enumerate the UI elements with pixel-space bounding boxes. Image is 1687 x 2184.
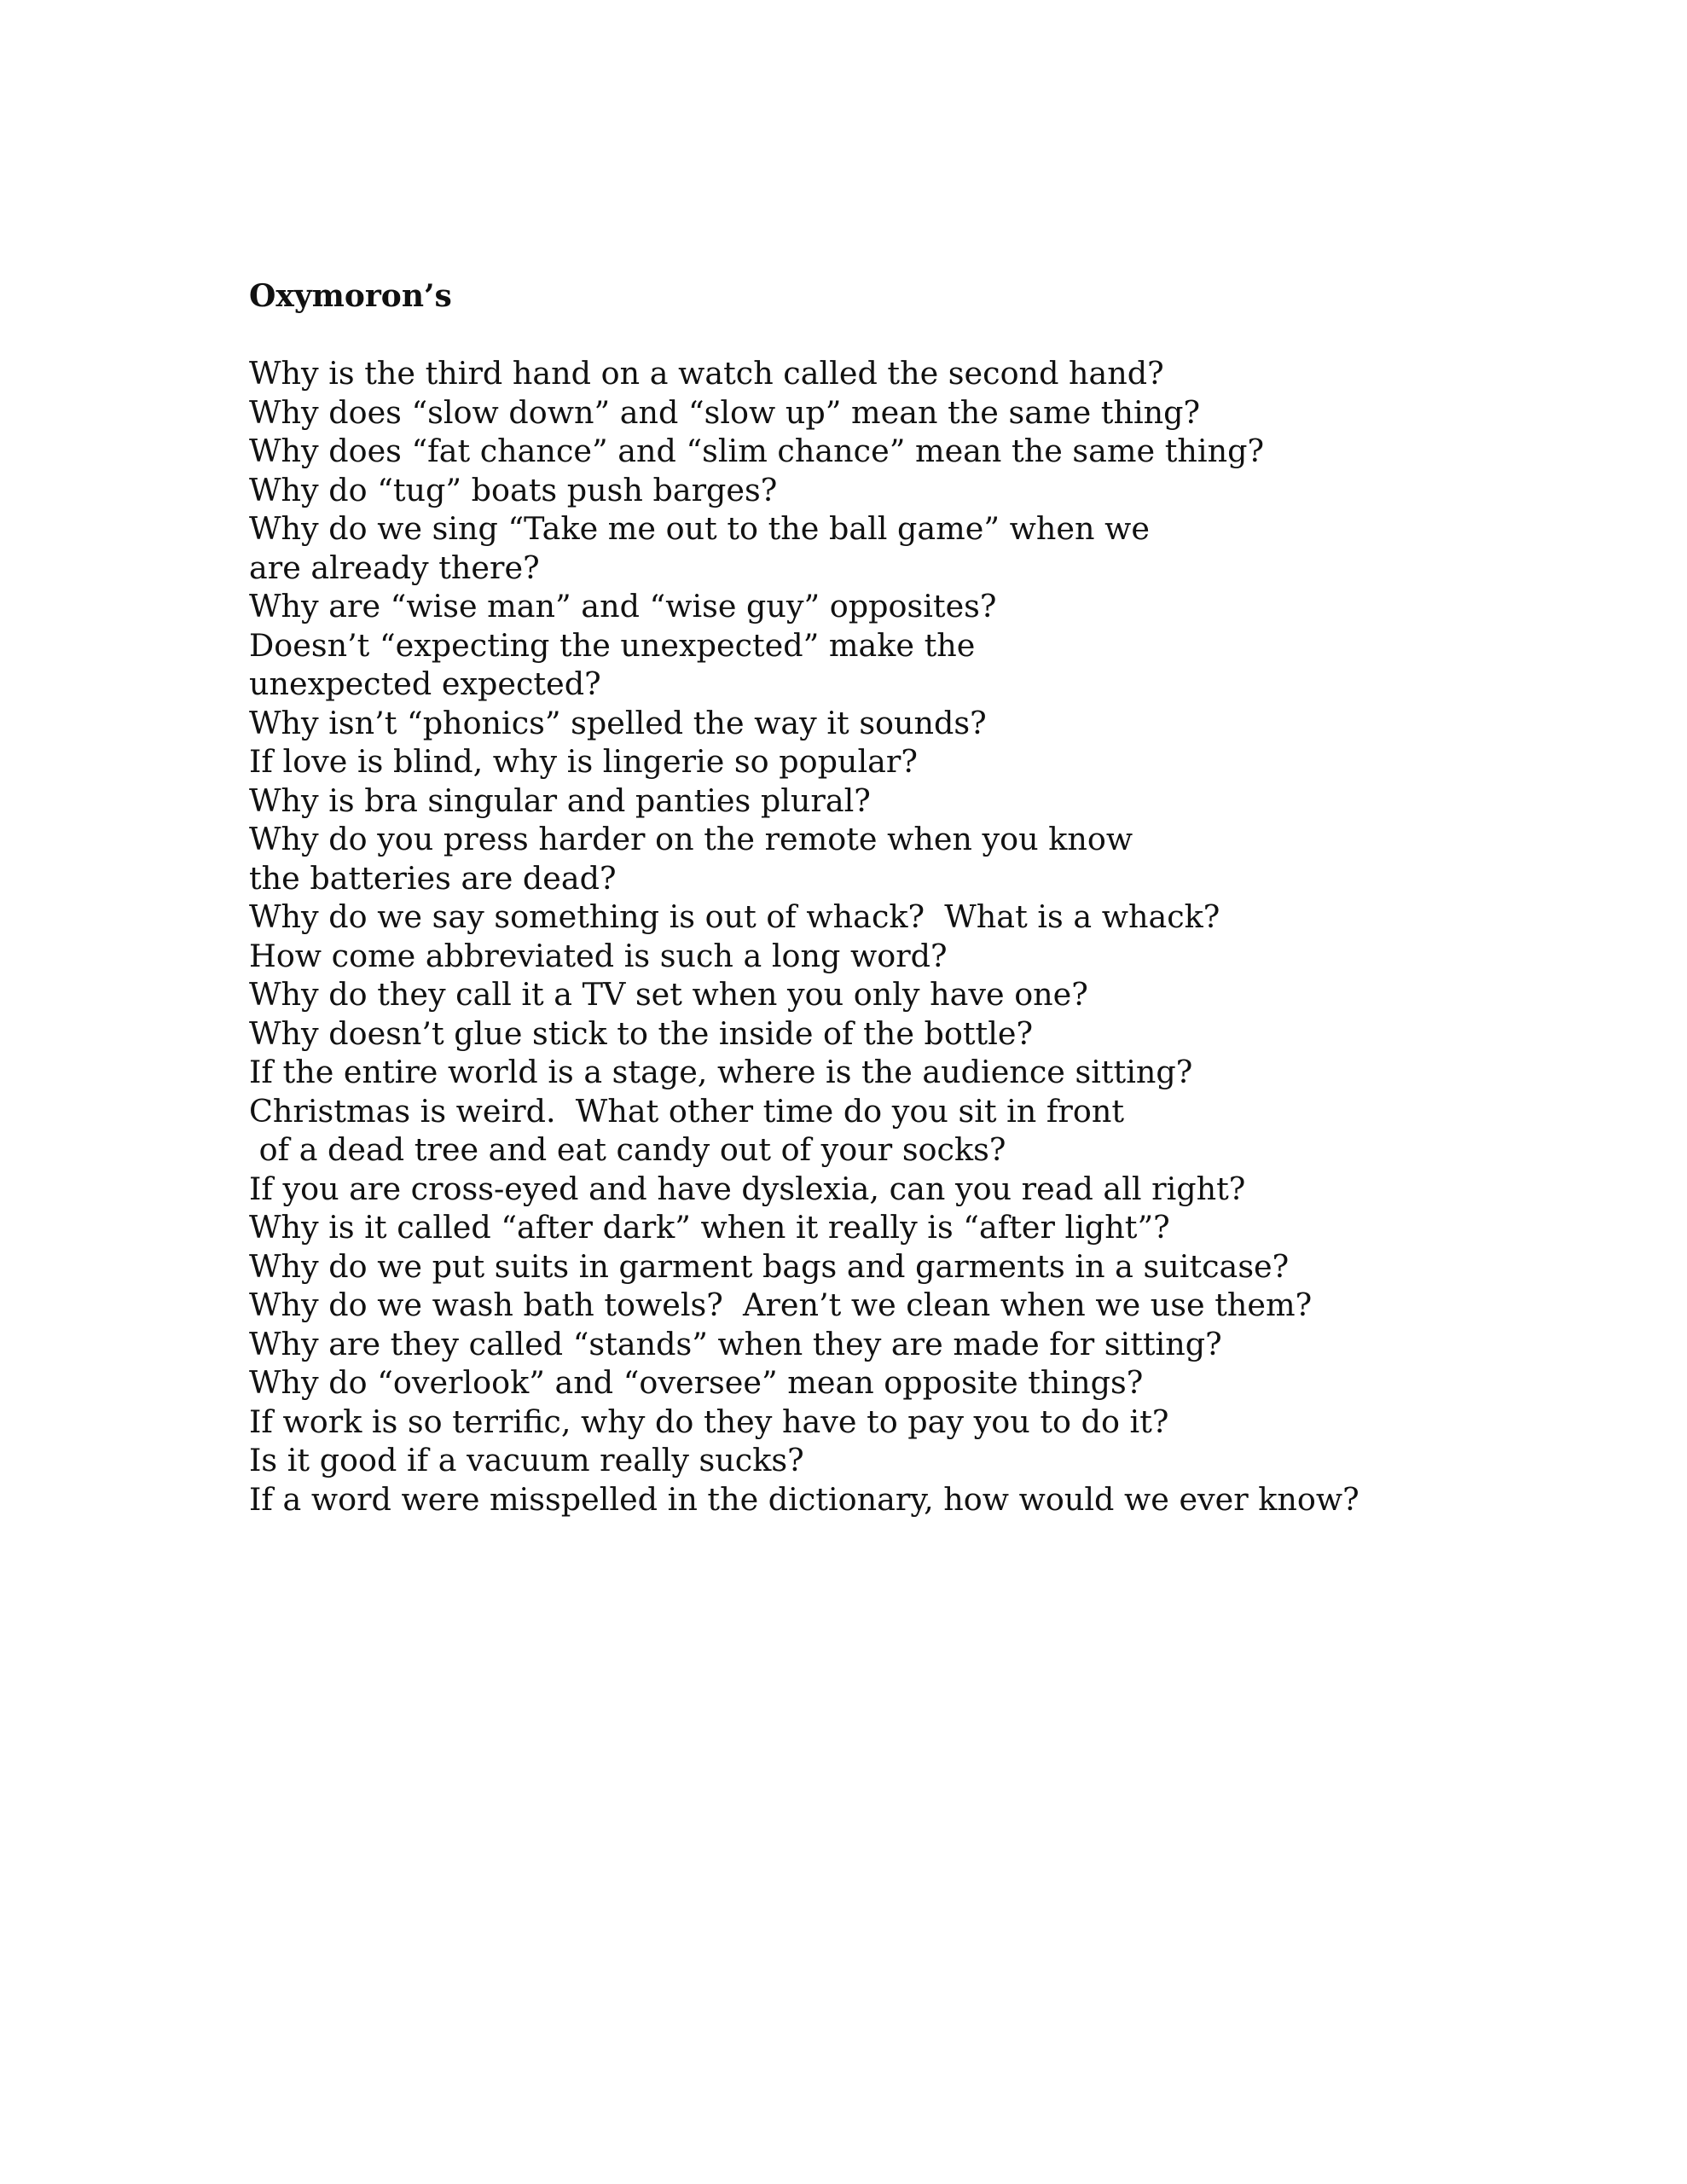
text-line: If love is blind, why is lingerie so popular? xyxy=(249,743,918,780)
text-line: If the entire world is a stage, where is the audience sitting? xyxy=(249,1054,1193,1090)
document-text-lines xyxy=(249,354,1648,1519)
text-line: Why does “slow down” and “slow up” mean the same thing? xyxy=(249,393,1201,431)
text-line: are already there? xyxy=(249,549,540,586)
text-line: Why are “wise man” and “wise guy” opposites? xyxy=(249,588,997,624)
text-line: Is it good if a vacuum really sucks? xyxy=(249,1442,804,1478)
document-title: Oxymoron’s xyxy=(249,278,452,314)
text-line: of a dead tree and eat candy out of your socks? xyxy=(249,1131,1006,1168)
text-line: Why do they call it a TV set when you only have one? xyxy=(249,976,1088,1013)
text-line: Why doesn’t glue stick to the inside of the bottle? xyxy=(249,1014,1034,1052)
text-line: Why are they called “stands” when they are made for sitting? xyxy=(249,1325,1222,1362)
text-line: unexpected expected? xyxy=(249,665,601,702)
text-line: Doesn’t “expecting the unexpected” make the xyxy=(249,626,976,664)
text-line: Why do we put suits in garment bags and garments in a suitcase? xyxy=(249,1247,1290,1285)
text-line: If a word were misspelled in the dictionary, how would we ever know? xyxy=(249,1480,1359,1518)
text-line: Why do you press harder on the remote when you know xyxy=(249,821,1133,857)
text-line: Why is bra singular and panties plural? xyxy=(249,781,871,819)
text-line: Why do “tug” boats push barges? xyxy=(249,471,778,508)
text-line: Why do we wash bath towels? Aren’t we clean when we use them? xyxy=(249,1287,1313,1323)
document-body xyxy=(249,277,1648,1519)
text-line: Why do we say something is out of whack? What is a whack? xyxy=(249,898,1220,935)
text-line: How come abbreviated is such a long word? xyxy=(249,937,948,974)
text-line: If you are cross-eyed and have dyslexia, can you read all right? xyxy=(249,1170,1246,1207)
text-line: Christmas is weird. What other time do you sit in front xyxy=(249,1092,1125,1130)
text-line: Why isn’t “phonics” spelled the way it sounds? xyxy=(249,704,987,741)
text-line: If work is so terrific, why do they have to pay you to do it? xyxy=(249,1403,1169,1440)
text-line: the batteries are dead? xyxy=(249,859,617,897)
text-line: Why is the third hand on a watch called the second hand? xyxy=(249,355,1164,392)
text-line: Why is it called “after dark” when it really is “after light”? xyxy=(249,1209,1170,1246)
text-line: Why do we sing “Take me out to the ball game” when we xyxy=(249,510,1150,547)
text-line: Why does “fat chance” and “slim chance” mean the same thing? xyxy=(249,433,1265,469)
text-line: Why do “overlook” and “oversee” mean opposite things? xyxy=(249,1364,1144,1401)
